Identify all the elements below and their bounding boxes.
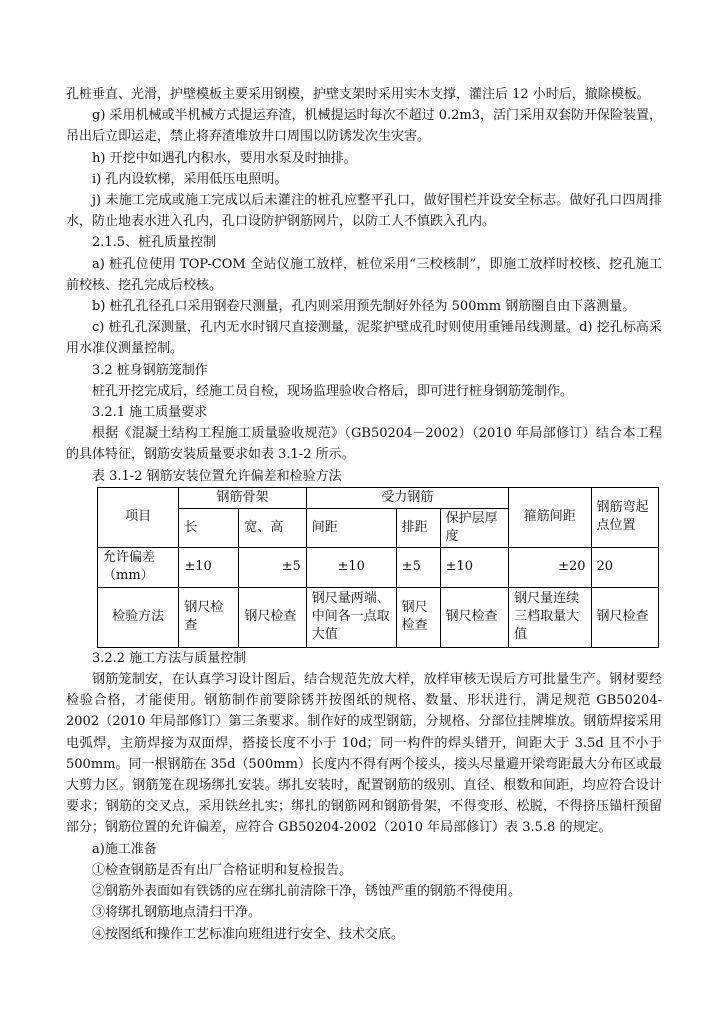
header-group-force: 受力钢筋: [306, 487, 508, 508]
paragraph: b) 桩孔孔径孔口采用钢卷尺测量，孔内则采用预先制好外径为 500mm 钢筋圈自由下落测量。: [92, 299, 636, 315]
paragraph: ③将绑扎钢筋地点清扫干净。: [92, 905, 262, 921]
method-cell: 钢尺量连续三档取量大值: [509, 587, 591, 647]
paragraph: a)施工准备: [92, 841, 157, 857]
tolerance-cell: ±20: [509, 547, 591, 587]
paragraph: 桩孔开挖完成后，经施工员自检，现场监理验收合格后，即可进行桩身钢筋笼制作。: [92, 383, 574, 399]
tolerance-cell: ±10: [440, 547, 509, 587]
table-row: [98, 587, 659, 647]
tolerance-cell: ±10: [179, 547, 239, 587]
paragraph: j) 未施工完成或施工完成以后未灌注的桩孔应整平孔口，做好围栏并设安全标志。做好孔口四周排水，防止地表水进入孔内，孔口设防护钢筋网片，以防工人不慎跌入孔内。: [66, 193, 662, 230]
document-page: [66, 84, 662, 945]
header-cover: 保护层厚度: [440, 508, 509, 547]
header-spacing: 间距: [306, 508, 396, 547]
row-label-tolerance: 允许偏差（mm）: [98, 547, 179, 587]
tolerance-cell: 20: [591, 547, 659, 587]
paragraph: h) 开挖中如遇孔内积水，要用水泵及时抽排。: [92, 150, 357, 166]
paragraph: 3.2.1 施工质量要求: [92, 405, 208, 421]
paragraph-group-top: [66, 84, 662, 466]
method-cell: 钢尺检查: [440, 587, 509, 647]
paragraph: ①检查钢筋是否有出厂合格证明和复检报告。: [92, 862, 353, 878]
paragraph: 2.1.5、桩孔质量控制: [92, 235, 217, 251]
paragraph: 3.2.2 施工方法与质量控制: [92, 650, 247, 666]
table-caption: 表 3.1-2 钢筋安装位置允许偏差和检验方法: [92, 468, 342, 484]
paragraph: ②钢筋外表面如有铁锈的应在绑扎前清除干净，锈蚀严重的钢筋不得使用。: [92, 884, 522, 900]
paragraph: 3.2 桩身钢筋笼制作: [92, 362, 208, 378]
paragraph: ④按图纸和操作工艺标准向班组进行安全、技术交底。: [92, 926, 405, 942]
tolerance-cell: ±5: [239, 547, 306, 587]
method-cell: 钢尺检查: [591, 587, 659, 647]
tolerance-cell: ±5: [396, 547, 440, 587]
header-stirrup-spacing: 箍筋间距: [509, 487, 591, 547]
method-cell: 钢尺检查: [179, 587, 239, 647]
paragraph: c) 桩孔孔深测量，孔内无水时钢尺直接测量，泥浆护壁成孔时则使用重锤吊线测量。d) 挖孔标高采用水准仪测量控制。: [66, 320, 662, 357]
header-length: 长: [179, 508, 239, 547]
paragraph: g) 采用机械或半机械方式提运弃渣，机械提运时每次不超过 0.2m3，活门采用双套防开保险装置，吊出后立即运走，禁止将弃渣堆放井口周围以防诱发次生灾害。: [66, 108, 662, 145]
header-item: 项目: [98, 487, 179, 547]
header-width-height: 宽、高: [239, 508, 306, 547]
table-row: [98, 547, 659, 587]
paragraph: a) 桩孔位使用 TOP-COM 全站仪施工放样，桩位采用“三校核制”，即施工放样时校核、挖孔施工前校核、挖孔完成后校核。: [66, 256, 662, 293]
row-label-method: 检验方法: [98, 587, 179, 647]
header-group-skeleton: 钢筋骨架: [179, 487, 306, 508]
paragraph-group-bottom: [66, 648, 662, 945]
method-cell: 钢尺量两端、中间各一点取大值: [306, 587, 396, 647]
paragraph: 钢筋笼制安，在认真学习设计图后，结合规范先放大样，放样审核无误后方可批量生产。钢材要经检验合格，才能使用。钢筋制作前要除锈并按图纸的规格、数量、形状进行，满足规范 GB50204-2002（2010 年局部修订）第三条要求。制作好的成型钢筋，分规格、分部位挂牌堆放。钢筋焊接采用电弧焊，主筋焊接为双面焊，搭接长度不小于 10d；同一构件的焊头错开，间距大于 3.5d 且不小于 500mm。同一根钢筋在 35d（500mm）长度内不得有两个接头，接头尽量避开梁弯距最大分布区或最大剪力区。钢筋笼在现场绑扎安装。绑扎安装时，配置钢筋的级别、直径、根数和间距，均应符合设计要求；钢筋的交叉点，采用铁丝扎实；绑扎的钢筋网和钢筋骨架，不得变形、松脱，不得挤压锚杆预留部分；钢筋位置的允许偏差，应符合 GB50204-2002（2010 年局部修订）表 3.5.8 的规定。: [66, 672, 662, 836]
method-cell: 钢尺检查: [239, 587, 306, 647]
header-row-spacing: 排距: [396, 508, 440, 547]
paragraph: 根据《混凝土结构工程施工质量验收规范》（GB50204－2002）（2010 年局部修订）结合本工程的具体特征，钢筋安装质量要求如表 3.1-2 所示。: [66, 426, 662, 463]
rebar-tolerance-table: [97, 487, 659, 648]
tolerance-cell: ±10: [306, 547, 396, 587]
paragraph: i) 孔内设软梯，采用低压电照明。: [92, 171, 288, 187]
method-cell: 钢尺检查: [396, 587, 440, 647]
header-bend-point: 钢筋弯起点位置: [591, 487, 659, 547]
paragraph: 孔桩垂直、光滑，护壁模板主要采用钢模，护壁支架时采用实木支撑，灌注后 12 小时后，撤除模板。: [66, 87, 650, 102]
